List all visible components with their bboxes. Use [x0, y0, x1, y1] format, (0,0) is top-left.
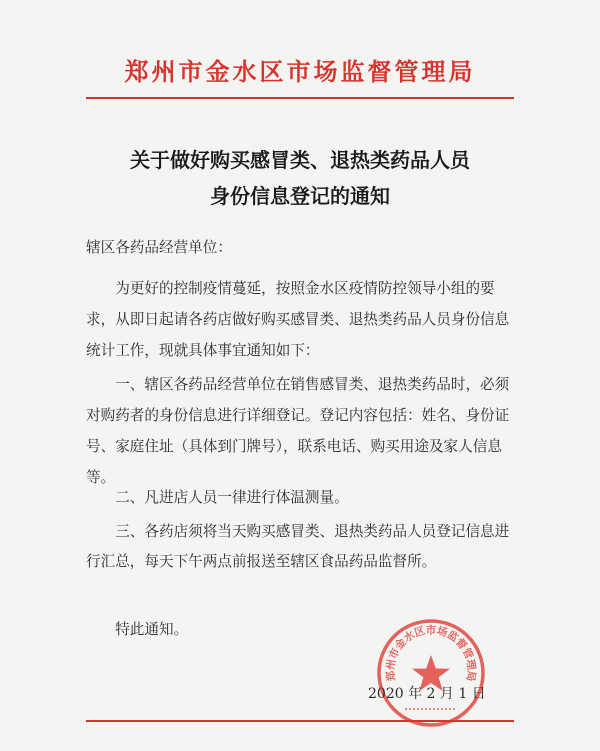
official-seal [375, 617, 487, 729]
paragraph-item-1: 一、辖区各药品经营单位在销售感冒类、退热类药品时，必须对购药者的身份信息进行详细登记。登记内容包括：姓名、身份证号、家庭住址（具体到门牌号），联系电话、购买用途及家人信息等。 [86, 376, 510, 486]
closing-remark: 特此通知。 [115, 621, 189, 638]
notice-title-line-2: 身份信息登记的通知 [210, 184, 390, 208]
paragraph-intro: 为更好的控制疫情蔓延，按照金水区疫情防控领导小组的要求，从即日起请各药店做好购买感冒类、退热类药品人员身份信息统计工作，现就具体事宜通知如下： [86, 280, 510, 359]
paragraph-item-2: 二、凡进店人员一律进行体温测量。 [115, 489, 349, 506]
issuing-agency-header: 郑州市金水区市场监督管理局 [124, 57, 476, 86]
svg-text:郑州市金水区市场监督管理局: 郑州市金水区市场监督管理局 [384, 624, 478, 682]
paragraph-item-3: 三、各药店须将当天购买感冒类、退热类药品人员登记信息进行汇总，每天下午两点前报送至辖区食品药品监督所。 [86, 523, 510, 570]
notice-title [80, 142, 520, 214]
notice-title-line-1: 关于做好购买感冒类、退热类药品人员 [130, 148, 470, 172]
issue-date: 2020 年 2 月 1 日 [368, 686, 486, 702]
footer-red-rule [86, 720, 514, 722]
addressee: 辖区各药品经营单位： [86, 239, 232, 256]
header-red-rule [86, 97, 514, 99]
